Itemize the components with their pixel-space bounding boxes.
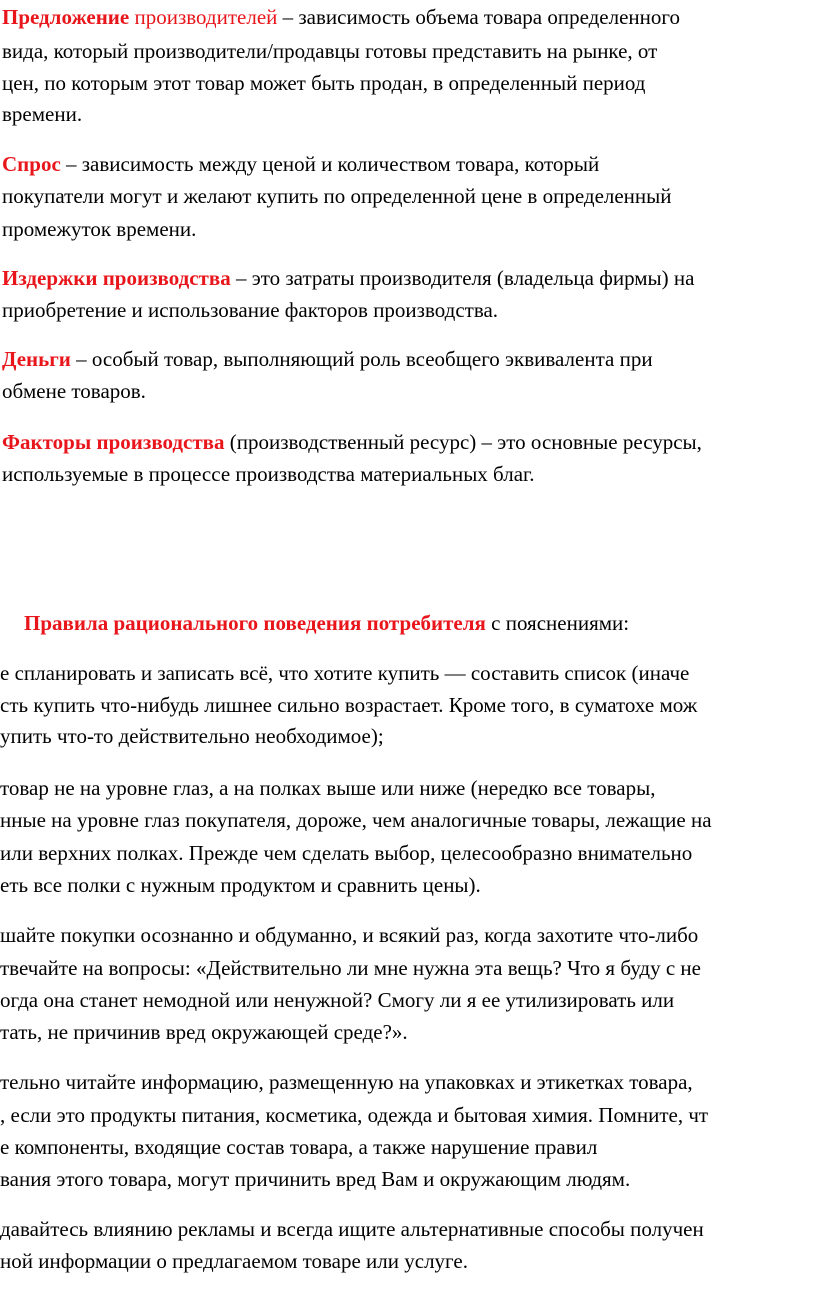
rule-3-line-4: тать, не причинив вред окружающей среде?». <box>0 1020 408 1044</box>
definition-money-line-1 <box>2 346 653 372</box>
definition-term: Факторы производства <box>2 430 225 454</box>
definition-demand-line-1 <box>2 151 599 177</box>
rule-5-line-1: давайтесь влиянию рекламы и всегда ищите альтернативные способы получен <box>0 1217 704 1241</box>
definition-factors-line-1 <box>2 429 702 455</box>
definition-money-line-2: обмене товаров. <box>2 379 146 403</box>
definition-text: – зависимость между ценой и количеством товара, который <box>60 152 600 176</box>
rule-3-line-3: огда она станет немодной или ненужной? Смогу ли я ее утилизировать или <box>0 988 675 1012</box>
definition-costs-line-2: приобретение и использование факторов производства. <box>2 298 499 322</box>
definition-text: (производственный ресурс) – это основные ресурсы, <box>224 430 702 454</box>
rule-4-line-2: , если это продукты питания, косметика, одежда и бытовая химия. Помните, чт <box>0 1103 709 1127</box>
rule-1-line-2: сть купить что-нибудь лишнее сильно возрастает. Кроме того, в суматохе мож <box>0 693 698 717</box>
definition-term: Издержки производства <box>2 266 231 290</box>
rule-2-line-4: еть все полки с нужным продуктом и сравнить цены). <box>0 873 481 897</box>
definition-supply-line-3: цен, по которым этот товар может быть продан, в определенный период <box>2 71 646 95</box>
rule-5-line-2: ной информации о предлагаемом товаре или услуге. <box>0 1249 468 1273</box>
rule-4-line-1: тельно читайте информацию, размещенную на упаковках и этикетках товара, <box>0 1070 693 1094</box>
rule-4-line-4: вания этого товара, могут причинить вред Вам и окружающим людям. <box>0 1167 631 1191</box>
definition-supply-line-1 <box>2 4 680 30</box>
rule-1-line-1: е спланировать и записать всё, что хотите купить — составить список (иначе <box>0 661 690 685</box>
definition-term: Спрос <box>2 152 61 176</box>
definition-supply-line-2: вида, который производители/продавцы готовы представить на рынке, от <box>2 39 658 63</box>
rules-heading-title: Правила рационального поведения потребителя <box>24 611 486 635</box>
rule-2-line-1: товар не на уровне глаз, а на полках выше или ниже (нередко все товары, <box>0 776 656 800</box>
definition-text: – зависимость объема товара определенного <box>277 5 680 29</box>
rules-heading <box>24 610 629 636</box>
definition-term: Деньги <box>2 347 71 371</box>
rule-2-line-3: или верхних полках. Прежде чем сделать выбор, целесообразно внимательно <box>0 841 693 865</box>
rule-2-line-2: нные на уровне глаз покупателя, дороже, чем аналогичные товары, лежащие на <box>0 808 712 832</box>
rule-4-line-3: е компоненты, входящие состав товара, а также нарушение правил <box>0 1135 598 1159</box>
rules-heading-suffix: с пояснениями: <box>485 611 630 635</box>
rule-1-line-3: упить что-то действительно необходимое); <box>0 724 384 748</box>
definition-costs-line-1 <box>2 265 694 291</box>
definition-text: – это затраты производителя (владельца фирмы) на <box>230 266 695 290</box>
definition-supply-line-4: времени. <box>2 102 83 126</box>
definition-term-suffix: производителей <box>129 5 278 29</box>
definition-demand-line-2: покупатели могут и желают купить по определенной цене в определенный <box>2 184 672 208</box>
definition-term: Предложение <box>2 5 130 29</box>
definition-demand-line-3: промежуток времени. <box>2 217 197 241</box>
definition-text: – особый товар, выполняющий роль всеобщего эквивалента при <box>70 347 653 371</box>
rule-3-line-1: шайте покупки осознанно и обдуманно, и всякий раз, когда захотите что-либо <box>0 923 699 947</box>
definition-factors-line-2: используемые в процессе производства материальных благ. <box>2 462 535 486</box>
rule-3-line-2: твечайте на вопросы: «Действительно ли мне нужна эта вещь? Что я буду с не <box>0 956 701 980</box>
